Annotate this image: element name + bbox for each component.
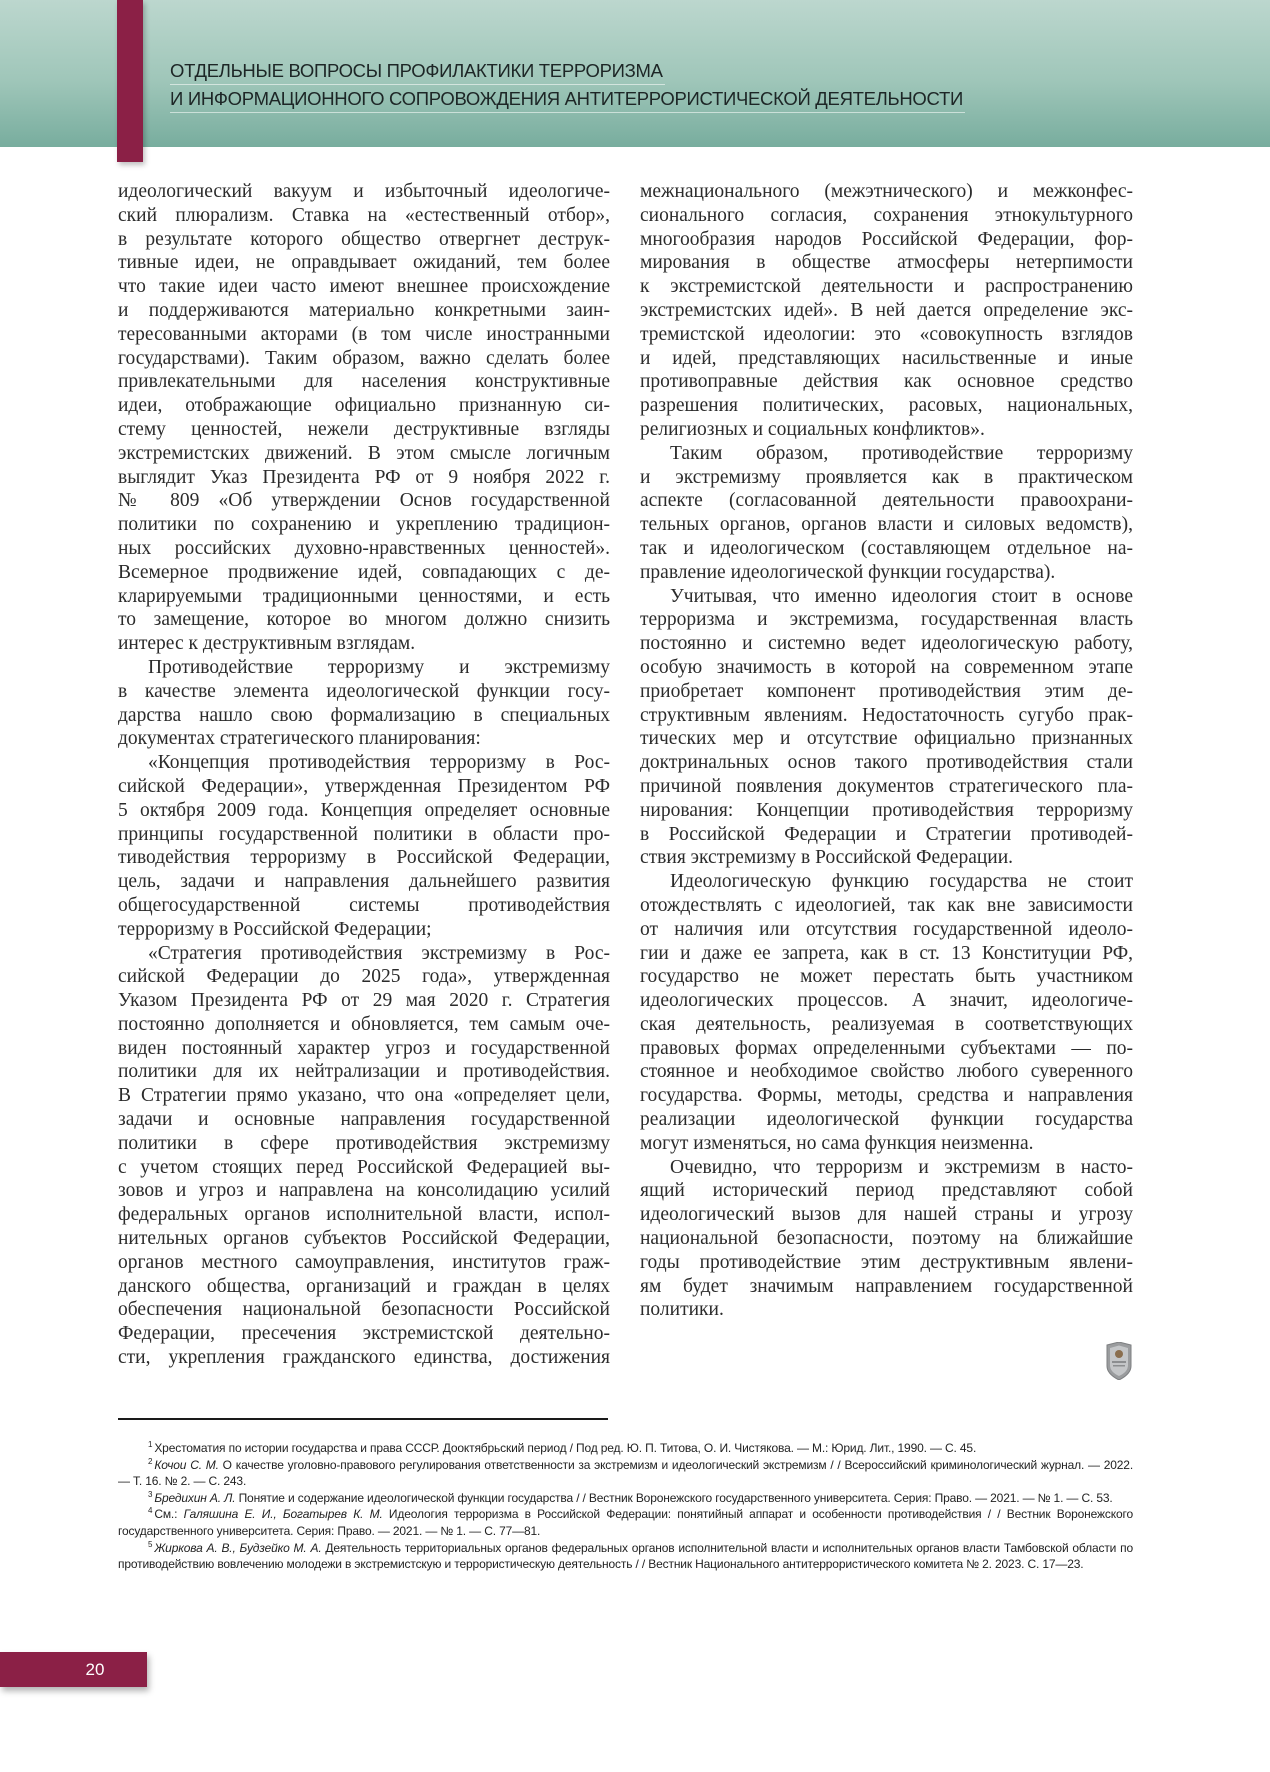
text-line: стему ценностей, нежели деструктивные взгляды <box>118 418 610 440</box>
text-line: тересованными акторами (в том числе иностранными <box>118 323 610 345</box>
text-line: Федерации, пресечения экстремистской деятельно- <box>118 1323 610 1345</box>
text-line: «Концепция противодействия терроризму в Рос- <box>148 752 610 774</box>
footnote <box>118 1440 1133 1457</box>
text-line: то замещение, которое во многом должно снизить <box>118 609 610 631</box>
text-line: структивным явлениям. Недостаточность сугубо прак- <box>640 704 1133 726</box>
text-line: экстремистских идей». В ней дается определение экс- <box>640 299 1133 321</box>
paragraph <box>640 180 1133 442</box>
text-line: Учитывая, что именно идеология стоит в основе <box>670 585 1133 607</box>
paragraph <box>640 585 1133 871</box>
text-line: и идей, представляющих насильственные и иные <box>640 347 1133 369</box>
text-line: противоправные действия как основное средство <box>640 371 1133 393</box>
paragraph <box>118 942 610 1370</box>
text-line: государствами). Таким образом, важно сделать более <box>118 347 610 369</box>
section-title-line-1: ОТДЕЛЬНЫЕ ВОПРОСЫ ПРОФИЛАКТИКИ ТЕРРОРИЗМА <box>170 58 665 85</box>
text-line: доктринальных основ такого противодействия стали <box>640 752 1133 774</box>
text-line: причиной появления документов стратегического пла- <box>640 775 1133 797</box>
text-line: правовых формах определенными субъектами — по- <box>640 1037 1133 1059</box>
text-line: политики. <box>640 1299 724 1321</box>
footnote <box>118 1540 1133 1573</box>
text-line: зовов и угроз и направлена на консолидацию усилий <box>118 1180 610 1202</box>
footnote-number: 5 <box>148 1539 153 1549</box>
text-line: Очевидно, что терроризм и экстремизм в насто- <box>670 1156 1133 1178</box>
footnote-author: Жиркова А. В., Будзейко М. А. <box>154 1540 322 1555</box>
text-line: в качестве элемента идеологической функции госу- <box>118 680 610 702</box>
text-line: правление идеологической функции государства). <box>640 561 1056 583</box>
text-line: гии и даже ее запрета, как в ст. 13 Конституции РФ, <box>640 942 1133 964</box>
text-line: Всемерное продвижение идей, совпадающих с де- <box>118 561 610 583</box>
text-column-right <box>640 180 1133 1322</box>
text-line: так и идеологическом (составляющем отдельное на- <box>640 537 1133 559</box>
paragraph <box>640 870 1133 1156</box>
footnote-author: Кочои С. М. <box>154 1457 219 1472</box>
text-line: документах стратегического планирования: <box>118 728 481 750</box>
text-line: постоянно дополняется и обновляется, тем самым оче- <box>118 1013 610 1035</box>
text-line: выглядит Указ Президента РФ от 9 ноября 2022 г. <box>118 466 610 488</box>
text-line: стоянное и необходимое свойство любого суверенного <box>640 1061 1133 1083</box>
text-line: могут изменяться, но сама функция неизменна. <box>640 1132 1034 1154</box>
text-line: ям будет значимым направлением государственной <box>640 1275 1133 1297</box>
text-line: национальной безопасности, поэтому на ближайшие <box>640 1228 1133 1250</box>
text-line: религиозных и социальных конфликтов». <box>640 418 985 440</box>
text-line: с учетом стоящих перед Российской Федерацией вы- <box>118 1156 610 1178</box>
text-line: общегосударственной системы противодействия <box>118 894 610 916</box>
footnote-author: Галяшина Е. И., Богатырев К. М. <box>183 1507 383 1522</box>
text-line: политики по сохранению и укреплению традицион- <box>118 514 610 536</box>
text-line: ных российских духовно-нравственных ценностей». <box>118 537 610 559</box>
text-line: идеологических процессов. А значит, идеологиче- <box>640 990 1133 1012</box>
text-line: политики в сфере противодействия экстремизму <box>118 1132 610 1154</box>
text-line: федеральных органов исполнительной власти, испол- <box>118 1204 610 1226</box>
text-line: ствия экстремизму в Российской Федерации. <box>640 847 1014 869</box>
text-line: данского общества, организаций и граждан в целях <box>118 1275 610 1297</box>
text-line: Противодействие терроризму и экстремизму <box>148 656 610 678</box>
footnote <box>118 1457 1133 1490</box>
text-line: тремистской идеологии: это «совокупность взглядов <box>640 323 1133 345</box>
footnote-number: 4 <box>148 1506 153 1516</box>
text-line: задачи и основные направления государственной <box>118 1109 610 1131</box>
text-line: многообразия народов Российской Федерации, фор- <box>640 228 1133 250</box>
section-title-line-2: И ИНФОРМАЦИОННОГО СОПРОВОЖДЕНИЯ АНТИТЕРРОРИСТИЧЕСКОЙ ДЕЯТЕЛЬНОСТИ <box>170 86 965 113</box>
text-line: № 809 «Об утверждении Основ государственной <box>118 490 610 512</box>
text-line: «Стратегия противодействия экстремизму в Рос- <box>148 942 610 964</box>
text-line: нирования: Концепции противодействия терроризму <box>640 799 1133 821</box>
text-line: сти, укрепления гражданского единства, достижения <box>118 1347 610 1369</box>
text-line: от наличия или отсутствия государственной идеоло- <box>640 918 1133 940</box>
text-line: идеи, отображающие официально признанную си- <box>118 395 610 417</box>
text-line: и экстремизму проявляется как в практическом <box>640 466 1133 488</box>
text-line: дарства нашло свою формализацию в специальных <box>118 704 610 726</box>
footnote-divider <box>118 1418 608 1420</box>
text-line: годы противодействие этим деструктивным явлени- <box>640 1251 1133 1273</box>
header-accent-bar <box>117 0 143 162</box>
text-line: обеспечения национальной безопасности Российской <box>118 1299 610 1321</box>
footnote-prefix: См.: <box>154 1507 184 1522</box>
text-line: ский плюрализм. Ставка на «естественный отбор», <box>118 204 610 226</box>
text-line: 5 октября 2009 года. Концепция определяет основные <box>118 799 610 821</box>
footnote <box>118 1490 1133 1507</box>
text-line: привлекательными для населения конструктивные <box>118 371 610 393</box>
text-line: и поддерживаются материально конкретными заин- <box>118 299 610 321</box>
text-line: государства. Формы, методы, средства и направления <box>640 1085 1133 1107</box>
text-line: приобретает компонент противодействия этим де- <box>640 680 1133 702</box>
text-line: Таким образом, противодействие терроризму <box>670 442 1133 464</box>
text-line: Идеологическую функцию государства не стоит <box>670 871 1133 893</box>
footnotes <box>118 1440 1133 1573</box>
page-number-tab <box>0 1652 147 1687</box>
emblem-shield-icon <box>1105 1342 1133 1380</box>
paragraph <box>640 1156 1133 1323</box>
text-line: сийской Федерации», утвержденная Президентом РФ <box>118 775 610 797</box>
footnote-number: 1 <box>148 1440 153 1449</box>
page-header-band <box>0 0 1270 147</box>
footnote-author: Бредихин А. Л. <box>154 1490 236 1505</box>
text-line: кларируемыми традиционными ценностями, и есть <box>118 585 610 607</box>
text-line: терроризма и экстремизма, государственная власть <box>640 609 1133 631</box>
paragraph <box>118 180 610 656</box>
text-line: в результате которого общество отвергнет деструк- <box>118 228 610 250</box>
text-line: сийской Федерации до 2025 года», утвержденная <box>118 966 610 988</box>
footnote-number: 2 <box>148 1456 153 1466</box>
text-line: ящий исторический период представляют собой <box>640 1180 1133 1202</box>
text-line: нительных органов субъектов Российской Федерации, <box>118 1228 610 1250</box>
text-line: межнационального (межэтнического) и межконфес- <box>640 181 1133 202</box>
text-line: отождествлять с идеологией, так как вне зависимости <box>640 894 1133 916</box>
text-line: интерес к деструктивным взглядам. <box>118 633 416 655</box>
text-line: В Стратегии прямо указано, что она «определяет цели, <box>118 1085 610 1107</box>
text-line: цель, задачи и направления дальнейшего развития <box>118 871 610 893</box>
text-line: разрешения политических, расовых, национальных, <box>640 395 1133 417</box>
text-line: к экстремистской деятельности и распространению <box>640 276 1133 298</box>
text-line: аспекте (согласованной деятельности правоохрани- <box>640 490 1133 512</box>
text-line: тельных органов, органов власти и силовых ведомств), <box>640 514 1133 536</box>
text-line: виден постоянный характер угроз и государственной <box>118 1037 610 1059</box>
footnote-text: Хрестоматия по истории государства и права СССР. Дооктябрьский период / Под ред. Ю. П. Титова, О. И. Чистякова. — М.: Юрид. Лит., 1990. — С. 45. <box>154 1441 977 1455</box>
footnote-text: О качестве уголовно-правового регулирования ответственности за экстремизм и идеологический экстремизм / / Всероссийский криминологический журнал. — 2022. — Т. 16. № 2. — С. 243. <box>118 1457 1133 1489</box>
text-line: государство не может перестать быть участником <box>640 966 1133 988</box>
text-line: тических мер и отсутствие официально признанных <box>640 728 1133 750</box>
text-line: Указом Президента РФ от 29 мая 2020 г. Стратегия <box>118 990 610 1012</box>
text-line: идеологический вызов для нашей страны и угрозу <box>640 1204 1133 1226</box>
footnote-number: 3 <box>148 1489 153 1499</box>
paragraph <box>118 751 610 941</box>
footnote <box>118 1506 1133 1539</box>
text-line: органов местного самоуправления, институтов граж- <box>118 1251 610 1273</box>
text-line: особую значимость в которой на современном этапе <box>640 656 1133 678</box>
footnote-text: Идеология терроризма в Российской Федерации: понятийный аппарат и особенности противодействия / / Вестник Воронежского государственного университета. Серия: Право. — 2021. — № 1. — С. 77—81. <box>118 1507 1134 1538</box>
text-line: реализации идеологической функции государства <box>640 1109 1133 1131</box>
text-line: сионального согласия, сохранения этнокультурного <box>640 204 1133 226</box>
text-line: постоянно и системно ведет идеологическую работу, <box>640 633 1133 655</box>
footnote-text: Деятельность территориальных органов федеральных органов исполнительной власти и исполнительных органов власти Тамбовской области по противодействию вовлечению молодежи в экстремистскую и террористическую деятельность / / Вестник Национального антитеррористического комитета № 2. 2023. С. 17—23. <box>118 1540 1133 1572</box>
text-line: терроризму в Российской Федерации; <box>118 918 432 940</box>
text-line: политики для их нейтрализации и противодействия. <box>118 1061 610 1083</box>
text-line: идеологический вакуум и избыточный идеологиче- <box>118 181 610 202</box>
text-line: экстремистских движений. В этом смысле логичным <box>118 442 610 464</box>
text-line: тивные идеи, не оправдывает ожиданий, тем более <box>118 252 610 274</box>
text-line: принципы государственной политики в области про- <box>118 823 610 845</box>
text-line: мирования в обществе атмосферы нетерпимости <box>640 252 1133 274</box>
text-line: тиводействия терроризму в Российской Федерации, <box>118 847 610 869</box>
text-line: ская деятельность, реализуемая в соответствующих <box>640 1013 1133 1035</box>
paragraph <box>118 656 610 751</box>
text-column-left <box>118 180 610 1370</box>
page-number: 20 <box>85 1660 105 1679</box>
footnote-text: Понятие и содержание идеологической функции государства / / Вестник Воронежского государственного университета. Серия: Право. — 2021. — № 1. — С. 53. <box>235 1490 1113 1505</box>
paragraph <box>640 442 1133 585</box>
text-line: что такие идеи часто имеют внешнее происхождение <box>118 276 610 298</box>
text-line: в Российской Федерации и Стратегии противодей- <box>640 823 1133 845</box>
